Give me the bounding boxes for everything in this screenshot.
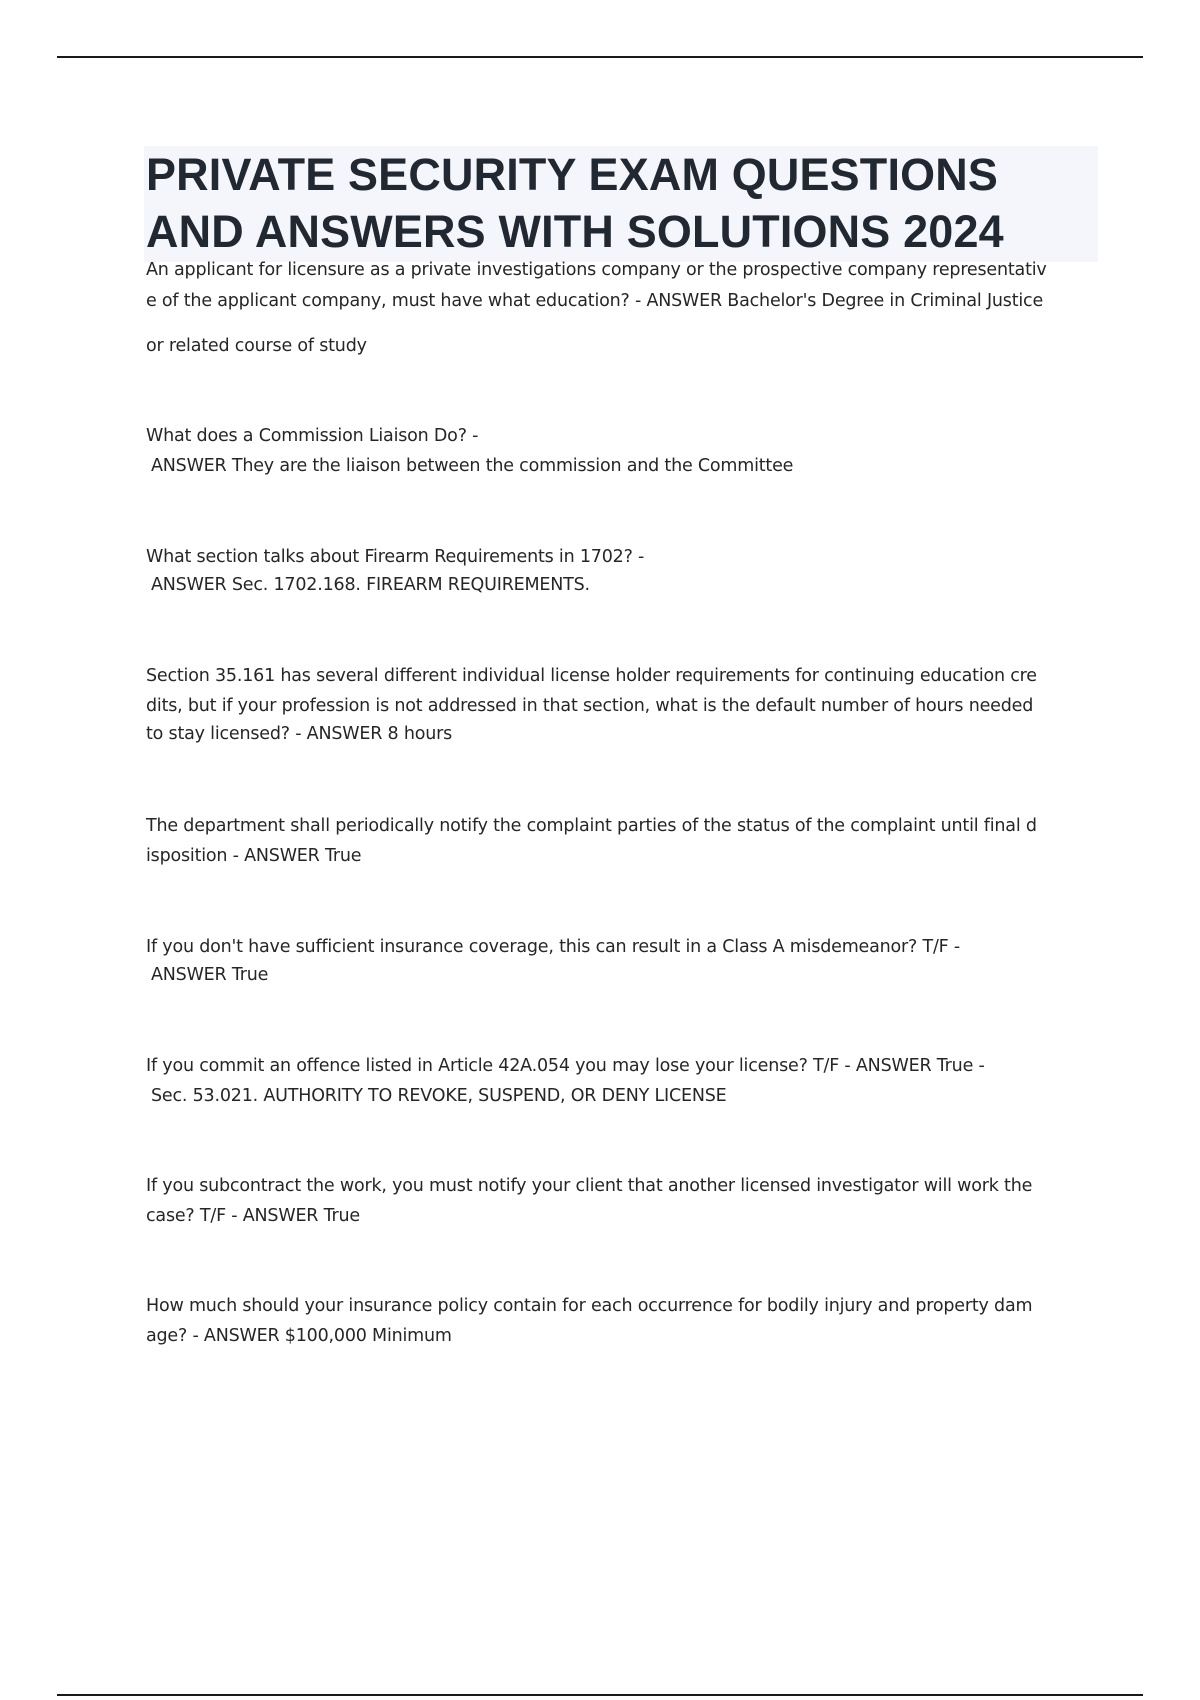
title-line-1: PRIVATE SECURITY EXAM QUESTIONS bbox=[146, 149, 999, 200]
qa-entry-8-line-2: case? T/F - ANSWER True bbox=[146, 1206, 360, 1226]
qa-entry-4-line-2: dits, but if your profession is not addressed in that section, what is the default number of hours needed bbox=[146, 696, 1034, 716]
document-title bbox=[144, 146, 1098, 262]
qa-entry-8-line-1: If you subcontract the work, you must notify your client that another licensed investigator will work the bbox=[146, 1176, 1033, 1196]
bottom-rule bbox=[57, 1694, 1143, 1696]
title-line-2: AND ANSWERS WITH SOLUTIONS 2024 bbox=[146, 206, 1004, 257]
qa-entry-9-line-2: age? - ANSWER $100,000 Minimum bbox=[146, 1326, 452, 1346]
qa-entry-7-line-2: Sec. 53.021. AUTHORITY TO REVOKE, SUSPEND, OR DENY LICENSE bbox=[151, 1086, 727, 1106]
qa-entry-3-line-2: ANSWER Sec. 1702.168. FIREARM REQUIREMENTS. bbox=[151, 575, 590, 595]
qa-entry-1-line-3: or related course of study bbox=[146, 336, 367, 356]
qa-entry-6-line-1: If you don't have sufficient insurance coverage, this can result in a Class A misdemeanor? T/F - bbox=[146, 937, 961, 957]
qa-entry-5-line-2: isposition - ANSWER True bbox=[146, 846, 362, 866]
qa-entry-9-line-1: How much should your insurance policy contain for each occurrence for bodily injury and property dam bbox=[146, 1296, 1033, 1316]
qa-entry-1-line-2: e of the applicant company, must have what education? - ANSWER Bachelor's Degree in Criminal Justice bbox=[146, 291, 1044, 311]
top-rule bbox=[57, 56, 1143, 58]
qa-entry-2-line-2: ANSWER They are the liaison between the commission and the Committee bbox=[151, 456, 794, 476]
qa-entry-4-line-1: Section 35.161 has several different individual license holder requirements for continuing education cre bbox=[146, 666, 1037, 686]
qa-entry-7-line-1: If you commit an offence listed in Article 42A.054 you may lose your license? T/F - ANSWER True - bbox=[146, 1056, 985, 1076]
qa-entry-2-line-1: What does a Commission Liaison Do? - bbox=[146, 426, 479, 446]
qa-entry-4-line-3: to stay licensed? - ANSWER 8 hours bbox=[146, 724, 453, 744]
qa-entry-3-line-1: What section talks about Firearm Requirements in 1702? - bbox=[146, 547, 645, 567]
qa-entry-6-line-2: ANSWER True bbox=[151, 965, 269, 985]
qa-entry-1-line-1: An applicant for licensure as a private investigations company or the prospective company representativ bbox=[146, 260, 1047, 280]
qa-entry-5-line-1: The department shall periodically notify the complaint parties of the status of the complaint until final d bbox=[146, 816, 1037, 836]
